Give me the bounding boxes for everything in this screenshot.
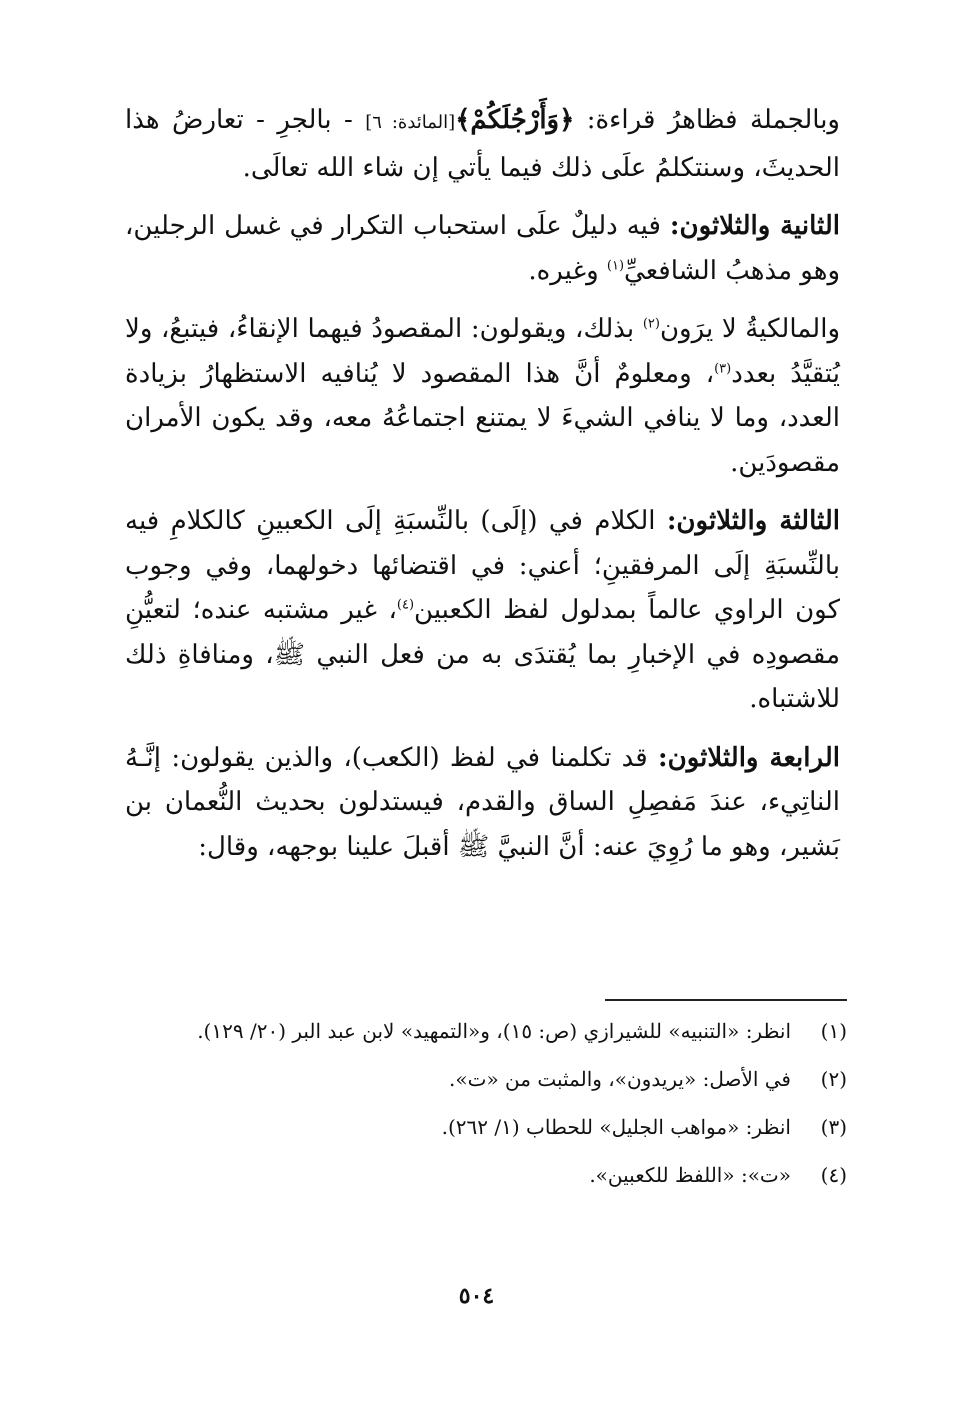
footnote-text: «ت»: «اللفظ للكعبين».: [589, 1163, 791, 1187]
section-heading: الثانية والثلاثون:: [669, 211, 841, 241]
footnote-marker: (١): [606, 257, 625, 273]
paragraph-text: فيه دليلٌ علَى استحباب التكرار في غسل الرجلين، وهو مذهبُ الشافعيِّ: [125, 211, 840, 286]
paragraph-text: الكلام في (إلَى) بالنِّسبَةِ إلَى الكعبينِ كالكلامِ فيه بالنِّسبَةِ إلَى المرفقينِ؛ أعني: في اقتضائها دخولهما، وفي وجوب كون الراوي عالماً بمدلول لفظ الكعبين: [125, 506, 840, 625]
main-text: [125, 98, 840, 869]
footnote-marker: (٣): [714, 360, 732, 376]
paragraph-intro: [125, 98, 840, 190]
paragraph-fourth-thirty: [125, 736, 840, 870]
paragraph-text: وغيره.: [528, 255, 607, 286]
paragraph-text: ، غير مشتبه عنده؛ لتعيُّنِ مقصودِه في الإخبارِ بما يُقتدَى به من فعل النبي ﷺ، ومنافاةِ ذلك للاشتباه.: [125, 595, 840, 714]
footnote-divider: [605, 999, 847, 1001]
quran-verse: ﴿وَأَرْجُلَكُمْ﴾: [455, 105, 575, 135]
paragraph-intro-text: وبالجملة فظاهرُ قراءة:: [574, 105, 840, 135]
paragraph-third-thirty: [125, 499, 840, 722]
page-number: ٥٠٤: [458, 1283, 495, 1309]
paragraph-text: بذلك، ويقولون: المقصودُ فيهما الإنقاءُ، فيتبعُ، ولا يُتقيَّدُ بعدد: [125, 314, 841, 389]
paragraph-malikiyya: [125, 307, 840, 485]
verse-reference: [المائدة: ٦]: [365, 112, 456, 133]
section-heading: الرابعة والثلاثون:: [658, 742, 840, 773]
footnote-item: [135, 1110, 847, 1144]
paragraph-text: والمالكيةُ لا يرَون: [659, 314, 841, 344]
paragraph-intro-continuation: - بالجرِ - تعارضُ هذا الحديثَ، وسنتكلمُ علَى ذلك فيما يأتي إن شاء الله تعالَى.: [125, 105, 840, 183]
footnotes: [135, 1014, 847, 1206]
footnote-item: [135, 1158, 847, 1192]
footnote-number: (١): [820, 1019, 847, 1043]
footnote-number: (٣): [820, 1115, 847, 1139]
footnote-marker: (٤): [396, 597, 415, 613]
section-heading: الثالثة والثلاثون:: [666, 506, 841, 536]
paragraph-text: قد تكلمنا في لفظ (الكعب)، والذين يقولون: إنَّـهُ الناتِيء، عندَ مَفصِلِ الساق والقدم، فيستدلون بحديث النُّعمان بن بَشير، وهو ما رُوِيَ عنه: أنَّ النبيَّ ﷺ أقبلَ علينا بوجهه، وقال:: [125, 742, 840, 862]
footnote-item: [135, 1062, 847, 1096]
footnote-marker: (٢): [642, 316, 660, 332]
footnote-text: انظر: «مواهب الجليل» للحطاب (١/ ٢٦٢).: [441, 1115, 791, 1139]
paragraph-second-thirty: [125, 204, 840, 293]
footnote-number: (٤): [820, 1163, 847, 1187]
footnote-number: (٢): [820, 1067, 847, 1091]
footnote-text: انظر: «التنبيه» للشيرازي (ص: ١٥)، و«التمهيد» لابن عبد البر (٢٠/ ١٢٩).: [197, 1019, 791, 1043]
footnote-item: [135, 1014, 847, 1048]
paragraph-text: ، ومعلومٌ أنَّ هذا المقصود لا يُنافيه الاستظهارُ بزيادة العدد، وما لا ينافي الشيءَ لا يمتنع اجتماعُهُ معه، وقد يكون الأمران مقصودَين.: [125, 358, 840, 478]
footnote-text: في الأصل: «يريدون»، والمثبت من «ت».: [449, 1067, 791, 1091]
